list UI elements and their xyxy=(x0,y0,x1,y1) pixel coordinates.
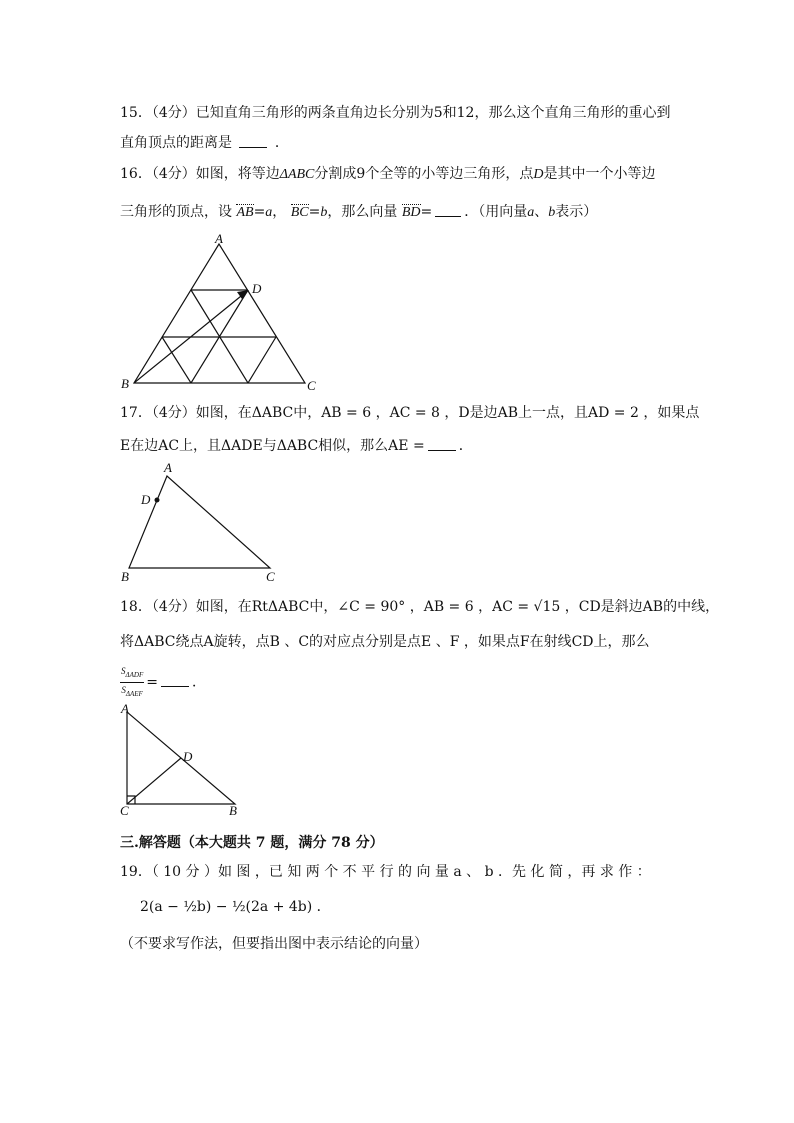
q17-text: E在边AC上，且ΔADE与ΔABC相似，那么AE = xyxy=(120,438,425,454)
answer-blank xyxy=(435,202,461,217)
q19-note: （不要求写作法，但要指出图中表示结论的向量） xyxy=(120,936,428,952)
q16-text-b: 分割成9个全等的小等边三角形，点 xyxy=(314,166,534,182)
q16-text-d: 三角形的顶点，设 xyxy=(120,204,232,220)
q18-line2: 将ΔABC绕点A旋转，点B 、C的对应点分别是点E 、F ，如果点F在射线CD上，那么 xyxy=(120,634,650,650)
label-b: B xyxy=(121,569,129,584)
point-d xyxy=(155,498,160,503)
q16-point-d: D xyxy=(533,167,544,182)
label-d: D xyxy=(141,492,151,507)
q16-text-g: 表示） xyxy=(555,204,598,220)
q16-triangle-figure xyxy=(115,233,325,393)
q16-text-e: ，那么向量 xyxy=(327,204,398,220)
label-a: A xyxy=(121,701,129,716)
label-d: D xyxy=(183,749,193,764)
q16-tri: ΔABC xyxy=(279,167,315,182)
q18-end: ． xyxy=(191,674,206,691)
vector-a: a xyxy=(527,205,535,220)
s-num: S xyxy=(121,666,126,676)
vector-b: b xyxy=(320,205,328,220)
q17-line1: 17．（4分）如图，在ΔABC中，AB = 6 ，AC = 8 ，D是边AB上一点，且AD = 2 ，如果点 xyxy=(120,405,700,421)
q18-right-triangle-figure xyxy=(115,700,250,815)
label-d: D xyxy=(252,281,262,296)
label-b: B xyxy=(121,376,129,391)
vector-bd: BD xyxy=(401,205,421,220)
q15-line2-text: 直角顶点的距离是 xyxy=(120,135,232,151)
s-den-sub: ΔAEF xyxy=(125,689,143,698)
label-a: A xyxy=(215,233,223,246)
label-c: C xyxy=(266,569,275,584)
vector-bc: BC xyxy=(290,205,309,220)
q16-line1 xyxy=(120,164,655,185)
q16-text-c: 是其中一个小等边 xyxy=(543,166,656,182)
q15-line2 xyxy=(120,133,289,153)
q18-line1: 18．（4分）如图，在RtΔABC中，∠C = 90° ，AB = 6 ，AC = √15 ，CD是斜边AB的中线， xyxy=(120,599,720,615)
vector-b: b xyxy=(548,205,556,220)
q17-triangle-figure xyxy=(115,460,290,585)
label-c: C xyxy=(120,803,129,815)
comma: ， xyxy=(272,204,287,220)
section-title: 三.解答题（本大题共 7 题，满分 78 分） xyxy=(120,835,384,851)
q16-line2 xyxy=(120,202,597,223)
q19-line1: 19．（ 10 分 ）如 图 ，已 知 两 个 不 平 行 的 向 量 a 、 b ．先 化 简 ，再 求 作 ： xyxy=(120,864,651,880)
grid-line xyxy=(248,337,276,383)
answer-blank xyxy=(161,672,189,687)
eq-sign: = xyxy=(253,204,266,220)
eq-sign: = xyxy=(308,204,321,220)
triangle-abc xyxy=(129,476,270,568)
answer-blank xyxy=(239,133,267,148)
area-ratio-fraction xyxy=(120,664,144,701)
answer-blank xyxy=(428,436,456,451)
vector-a: a xyxy=(265,205,273,220)
q17-line2 xyxy=(120,436,473,456)
s-den: S xyxy=(121,684,126,695)
label-a: A xyxy=(164,460,172,475)
q16-text-a: 16．（4分）如图，将等边 xyxy=(120,166,280,182)
separator: 、 xyxy=(534,204,549,220)
q18-line3 xyxy=(120,664,206,701)
vector-ab: AB xyxy=(236,205,254,220)
s-num-sub: ΔADF xyxy=(125,670,144,679)
label-c: C xyxy=(307,378,316,393)
q15-line1: 15．（4分）已知直角三角形的两条直角边长分别为5和12，那么这个直角三角形的重心到 xyxy=(120,105,671,121)
q16-text-f: ．（用向量 xyxy=(464,204,528,220)
q17-end: ． xyxy=(458,438,473,454)
eq-sign: = xyxy=(420,204,433,220)
q15-line2-end: ． xyxy=(274,135,289,151)
label-b: B xyxy=(229,803,237,815)
grid-line xyxy=(162,337,191,383)
eq-sign: = xyxy=(146,674,158,691)
q19-expression: 2(a − ½b) − ½(2a + 4b) ． xyxy=(140,899,331,915)
